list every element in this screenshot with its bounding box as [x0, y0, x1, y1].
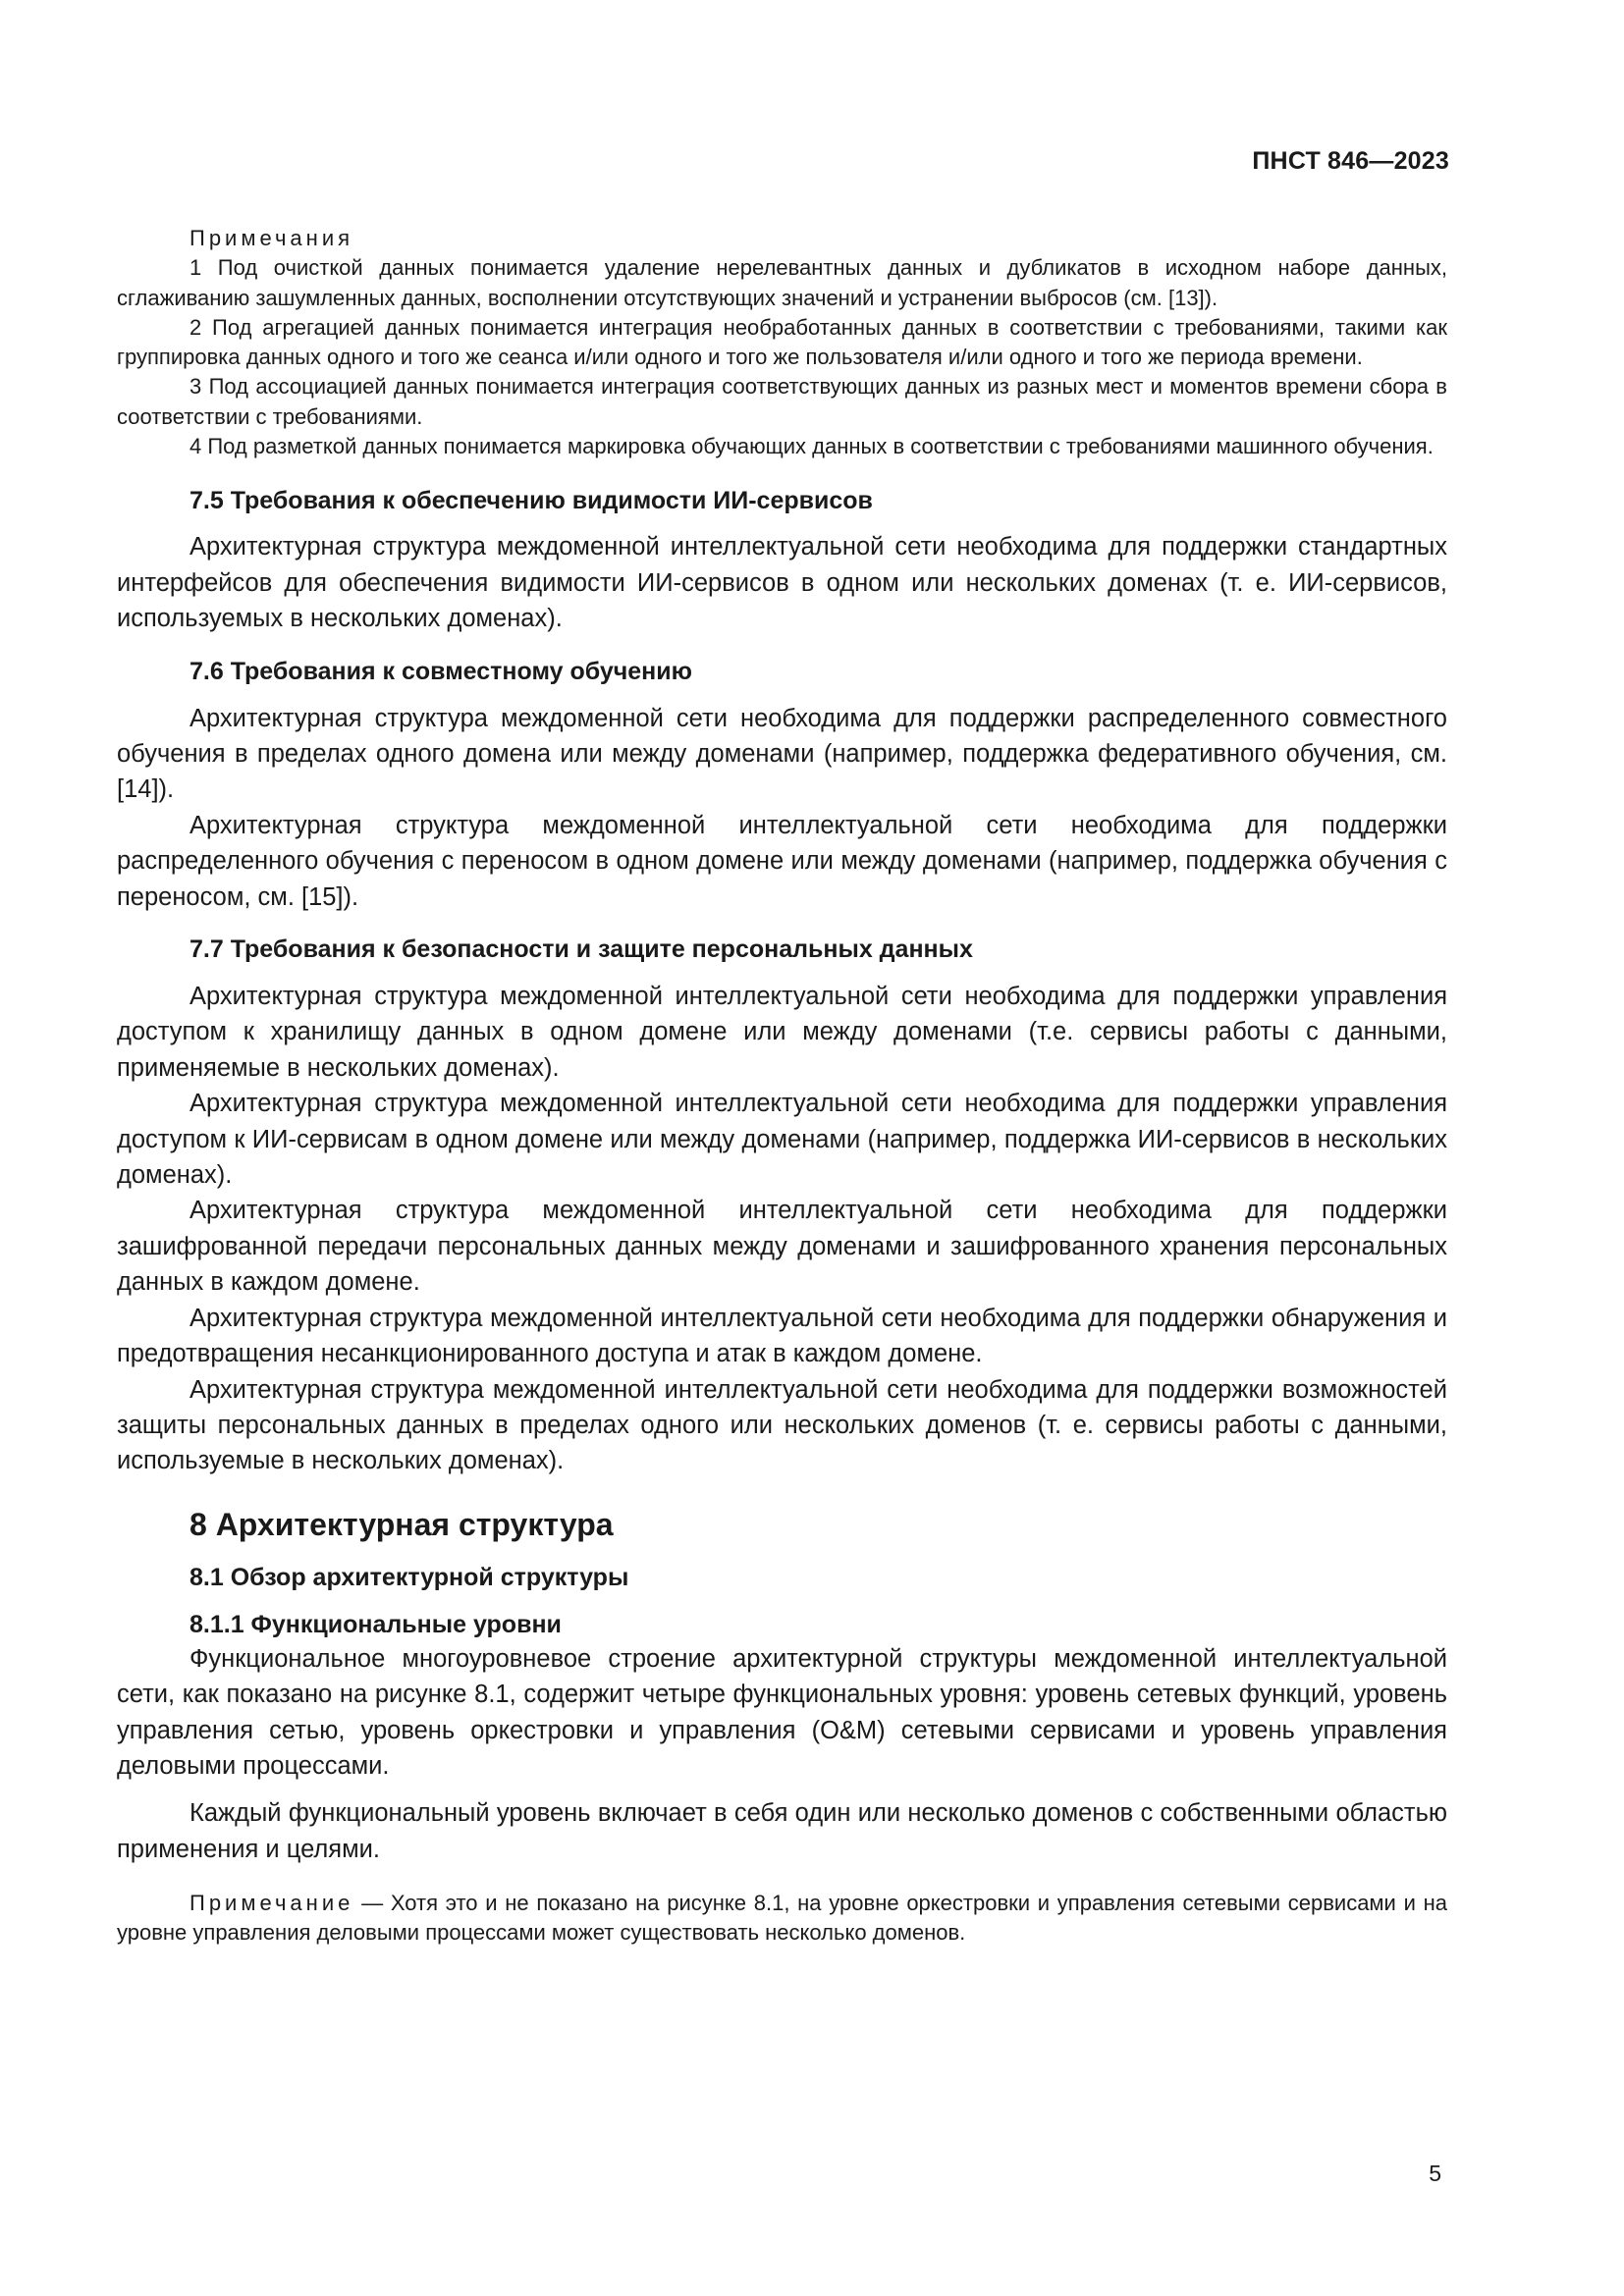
paragraph: Архитектурная структура междоменной интеллектуальной сети необходима для поддержки стандартных интерфейсов для обеспечения видимости ИИ-сервисов в одном или нескольких доменах (т. е. ИИ-сервисов, используемых в нескольких доменах).: [117, 533, 1447, 633]
notes-block: [117, 224, 1447, 461]
paragraph: Архитектурная структура междоменной интеллектуальной сети необходима для поддержки управления доступом к хранилищу данных в одном домене или между доменами (т.е. сервисы работы с данными, применяемые в нескольких доменах).: [117, 983, 1447, 1082]
heading-8-1: 8.1 Обзор архитектурной структуры: [189, 1563, 629, 1591]
document-code: ПНСТ 846—2023: [1252, 147, 1449, 175]
paragraph: Архитектурная структура междоменной интеллектуальной сети необходима для поддержки зашифрованной передачи персональных данных между доменами и зашифрованного хранения персональных данных в каждом домене.: [117, 1197, 1447, 1297]
paragraph: Архитектурная структура междоменной интеллектуальной сети необходима для поддержки обнаружения и предотвращения несанкционированного доступа и атак в каждом домене.: [117, 1304, 1447, 1368]
paragraph: Архитектурная структура междоменной интеллектуальной сети необходима для поддержки возможностей защиты персональных данных в пределах одного или нескольких доменов (т. е. сервисы работы с данными, используемые в нескольких доменах).: [117, 1375, 1447, 1475]
heading-7-7: 7.7 Требования к безопасности и защите персональных данных: [189, 935, 973, 964]
note-label: Примечание: [189, 1891, 354, 1916]
note-text: — Хотя это и не показано на рисунке 8.1, на уровне оркестровки и управления сетевыми сервисами и на уровне управления деловыми процессами может существовать несколько доменов.: [117, 1891, 1447, 1946]
paragraph: Архитектурная структура междоменной сети необходима для поддержки распределенного совместного обучения в пределах одного домена или между доменами (например, поддержка федеративного обучения, см. [14]).: [117, 704, 1447, 804]
paragraph: Архитектурная структура междоменной интеллектуальной сети необходима для поддержки управления доступом к ИИ-сервисам в одном домене или между доменами (например, поддержка ИИ-сервисов в нескольких доменах).: [117, 1090, 1447, 1190]
page-number: 5: [1429, 2161, 1441, 2186]
section-7-7-body: [117, 979, 1447, 1479]
section-7-5-body: [117, 529, 1447, 636]
heading-7-6: 7.6 Требования к совместному обучению: [189, 657, 692, 685]
heading-8-1-1: 8.1.1 Функциональные уровни: [189, 1610, 562, 1638]
note-item-2: 2 Под агрегацией данных понимается интеграция необработанных данных в соответствии с требованиями, такими как группировка данных одного и того же сеанса и/или одного и того же пользователя и/или одного и того же периода времени.: [117, 314, 1447, 370]
section-7-6-body: [117, 701, 1447, 915]
paragraph: Каждый функциональный уровень включает в себя один или несколько доменов с собственными областью применения и целями.: [117, 1799, 1447, 1863]
note-item-1: 1 Под очисткой данных понимается удаление нерелевантных данных и дубликатов в исходном наборе данных, сглаживанию зашумленных данных, восполнении отсутствующих значений и устранении выбросов (см. [13]).: [117, 255, 1447, 310]
heading-7-5: 7.5 Требования к обеспечению видимости ИИ-сервисов: [189, 487, 873, 515]
paragraph: Функциональное многоуровневое строение архитектурной структуры междоменной интеллектуальной сети, как показано на рисунке 8.1, содержит четыре функциональных уровня: уровень сетевых функций, уровень управления сетью, уровень оркестровки и управления (O&M) сетевыми сервисами и уровень управления деловыми процессами.: [117, 1644, 1447, 1780]
note-item-3: 3 Под ассоциацией данных понимается интеграция соответствующих данных из разных мест и моментов времени сбора в соответствии с требованиями.: [117, 374, 1447, 429]
note-item-4: 4 Под разметкой данных понимается маркировка обучающих данных в соответствии с требованиями машинного обучения.: [189, 434, 1434, 459]
bottom-note: [117, 1889, 1447, 1949]
section-8-1-1-body: [117, 1641, 1447, 1867]
heading-8: 8 Архитектурная структура: [189, 1506, 614, 1542]
paragraph: Архитектурная структура междоменной интеллектуальной сети необходима для поддержки распределенного обучения с переносом в одном домене или между доменами (например, поддержка обучения с переносом, см. [15]).: [117, 811, 1447, 911]
notes-title: Примечания: [189, 226, 354, 250]
page-content: [117, 224, 1447, 1949]
